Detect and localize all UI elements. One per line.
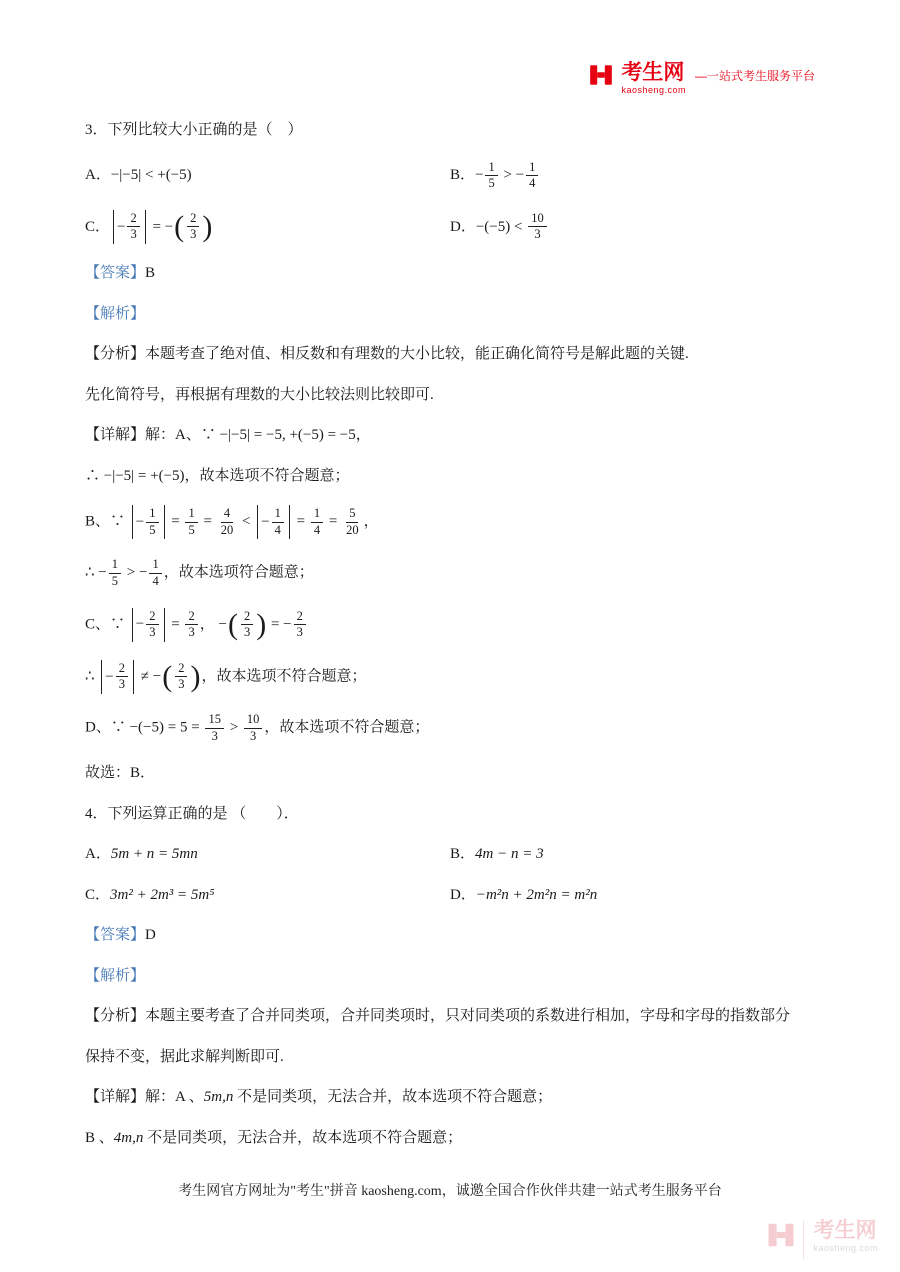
- text-run: A．: [85, 846, 111, 863]
- fraction: [175, 661, 187, 693]
- fraction-denominator: 5: [111, 573, 119, 588]
- q3-title: [85, 110, 815, 151]
- section-label: 【解析】: [85, 967, 146, 984]
- fraction-numerator: 1: [272, 506, 284, 523]
- math-run: = −: [267, 616, 292, 633]
- kaosheng-h-icon: [588, 62, 614, 88]
- fraction: [241, 609, 253, 641]
- fraction-denominator: 3: [250, 728, 257, 743]
- math-run: ∵ −|−5| = −5, +(−5) = −5: [200, 427, 356, 443]
- fraction-denominator: 3: [178, 677, 185, 692]
- brand-domain: kaosheng.com: [621, 85, 686, 95]
- q3-option-b: [450, 160, 815, 192]
- fraction-denominator: 3: [296, 625, 303, 640]
- math-run: −: [214, 616, 227, 633]
- fraction: [343, 506, 362, 538]
- math-run: −: [135, 513, 145, 530]
- text-run: 【分析】本题主要考查了合并同类项，合并同类项时，只对同类项的系数进行相加，字母和字母的指数部分: [85, 1008, 791, 1025]
- fraction-denominator: 20: [346, 522, 359, 537]
- fraction-denominator: 3: [149, 625, 156, 640]
- fraction-denominator: 4: [274, 522, 281, 537]
- q3-option-d: [450, 211, 815, 243]
- page-footer: [0, 1180, 900, 1200]
- fraction-numerator: 2: [241, 609, 253, 626]
- text-run: 不是同类项，无法合并，故本选项不符合题意；: [233, 1089, 553, 1106]
- fraction: [272, 506, 284, 538]
- text-run: 故选：B．: [85, 765, 156, 782]
- text-run: D．: [450, 218, 476, 235]
- fraction-numerator: 1: [185, 506, 197, 523]
- fraction-numerator: 2: [116, 661, 128, 678]
- math-run: ∴ −|−5| = +(−5): [85, 467, 185, 484]
- fraction-numerator: 1: [109, 557, 121, 574]
- absolute-value-group: [113, 210, 146, 244]
- text-run: D、: [85, 719, 111, 736]
- fraction: [218, 506, 237, 538]
- fraction: [127, 211, 139, 243]
- text-run: 【分析】本题考查了绝对值、相反数和有理数的大小比较，能正确化简符号是解此题的关键.: [85, 346, 689, 362]
- fraction: [528, 211, 547, 243]
- text-run: 4．下列运算正确的是 （ ）．: [85, 805, 299, 822]
- q3-analysis-2: [85, 375, 815, 416]
- watermark-logo: [766, 1220, 878, 1260]
- math-run: =: [292, 513, 309, 530]
- fraction: [185, 506, 197, 538]
- fraction: [116, 661, 128, 693]
- q3-answer: [85, 253, 815, 294]
- brand-text-block: [621, 62, 686, 95]
- fraction-numerator: 2: [146, 609, 158, 626]
- math-variable-run: 3m² + 2m³ = 5m⁵: [110, 886, 215, 903]
- section-label: 【答案】: [85, 927, 146, 944]
- fraction-denominator: 4: [313, 522, 321, 537]
- math-run: −|−5| < +(−5): [110, 167, 192, 184]
- watermark-brand: 考生网: [813, 1219, 877, 1242]
- section-label: 【答案】: [85, 265, 146, 281]
- math-run: >: [225, 719, 242, 736]
- text-run: ，: [199, 616, 215, 633]
- q3-conclusion: [85, 753, 815, 794]
- brand-tagline: [695, 67, 815, 84]
- fraction-denominator: 4: [529, 176, 536, 191]
- fraction: [244, 712, 263, 744]
- math-run: −: [105, 668, 114, 685]
- fraction-numerator: 5: [346, 506, 358, 523]
- fraction-denominator: 3: [118, 677, 126, 692]
- text-run: D．: [450, 886, 476, 903]
- fraction: [109, 557, 121, 589]
- fraction: [187, 211, 199, 243]
- q3-detail-b1: [85, 496, 815, 548]
- text-run: 【详解】解：A、: [85, 427, 201, 443]
- fraction-numerator: 1: [485, 160, 497, 177]
- text-run: ，故本选项符合题意；: [163, 564, 314, 581]
- q4-detail-b: [85, 1118, 815, 1159]
- paren-group: [173, 211, 213, 243]
- fraction: [485, 160, 497, 192]
- close-paren: ): [256, 607, 267, 641]
- math-run: ∴ −: [85, 564, 107, 581]
- q4-option-d: [450, 884, 815, 907]
- q3-detail-c2: [85, 651, 815, 703]
- text-run: A．: [85, 167, 111, 184]
- text-run: ，: [363, 513, 379, 530]
- text-run: 不是同类项，无法合并，故本选项不符合题意；: [143, 1129, 463, 1146]
- text-run: ，故本选项不符合题意；: [264, 719, 430, 736]
- math-variable-run: 5m,n: [203, 1089, 234, 1106]
- text-run: 【详解】解：A 、: [85, 1089, 204, 1106]
- fraction-denominator: 20: [220, 522, 234, 537]
- text-run: 3．下列比较大小正确的是（ ）: [85, 122, 303, 138]
- brand-name: 考生网: [621, 61, 685, 84]
- q4-options-row-2: [85, 875, 815, 916]
- watermark-domain: kaosheng.com: [813, 1243, 878, 1253]
- math-run: ≠ −: [137, 668, 162, 685]
- text-run: B．: [450, 846, 476, 863]
- text-run: C．: [85, 886, 111, 903]
- watermark-divider: [803, 1220, 804, 1260]
- absolute-value-group: [101, 660, 134, 694]
- q4-options-row-1: [85, 834, 815, 875]
- fraction: [294, 609, 306, 641]
- paren-group: [227, 609, 267, 641]
- fraction-numerator: 1: [146, 506, 158, 523]
- math-run: > −: [499, 167, 525, 184]
- fraction-denominator: 4: [152, 573, 159, 588]
- fraction-denominator: 3: [130, 227, 137, 242]
- fraction-denominator: 3: [243, 625, 251, 640]
- math-variable-run: 4m − n = 3: [475, 846, 544, 863]
- fraction-denominator: 3: [534, 227, 541, 242]
- q4-title: [85, 794, 815, 835]
- math-run: −: [135, 616, 145, 633]
- absolute-value-group: [257, 505, 290, 539]
- paren-group: [161, 661, 201, 693]
- math-run: <: [238, 513, 255, 530]
- section-label: 【解析】: [85, 305, 146, 322]
- text-run: ，: [355, 427, 371, 443]
- watermark-h-icon: [766, 1220, 796, 1250]
- text-run: C、: [85, 616, 111, 633]
- fraction-numerator: 2: [294, 609, 306, 626]
- math-run: ∵: [110, 616, 129, 633]
- site-header: [0, 0, 900, 110]
- fraction-numerator: 1: [311, 506, 323, 523]
- watermark-text-block: [813, 1220, 878, 1253]
- open-paren: (: [162, 659, 173, 693]
- math-run: −: [475, 167, 484, 184]
- fraction: [146, 506, 158, 538]
- close-paren: ): [190, 659, 201, 693]
- fraction-denominator: 5: [488, 176, 495, 191]
- fraction-numerator: 10: [244, 712, 263, 729]
- kaosheng-logo: [588, 62, 815, 110]
- tagline-dash: —: [694, 69, 707, 83]
- close-paren: ): [202, 209, 213, 243]
- open-paren: (: [227, 607, 238, 641]
- fraction-numerator: 2: [185, 609, 197, 626]
- fraction-denominator: 3: [188, 625, 195, 640]
- math-run: > −: [123, 564, 148, 581]
- text-run: B．: [450, 167, 476, 184]
- math-run: =: [199, 513, 216, 530]
- fraction-numerator: 1: [526, 160, 538, 177]
- text-run: B 、: [85, 1129, 114, 1146]
- open-paren: (: [174, 209, 185, 243]
- text-run: C．: [85, 218, 111, 235]
- math-run: = −: [148, 218, 174, 235]
- q3-detail-a2: [85, 456, 815, 497]
- math-run: =: [167, 513, 184, 530]
- text-run: 先化简符号，再根据有理数的大小比较法则比较即可.: [85, 386, 434, 403]
- text-run: 保持不变，据此求解判断即可.: [85, 1048, 284, 1065]
- math-run: −(−5) <: [475, 218, 527, 235]
- absolute-value-group: [132, 608, 165, 642]
- fraction-numerator: 4: [221, 506, 233, 523]
- fraction-numerator: 1: [149, 557, 161, 574]
- text-run: ，故本选项不符合题意；: [201, 668, 367, 685]
- fraction-denominator: 5: [149, 522, 156, 537]
- math-run: ∵: [110, 513, 129, 530]
- math-run: −: [261, 513, 270, 530]
- fraction-denominator: 3: [211, 728, 218, 743]
- q4-detail-a: [85, 1077, 815, 1118]
- math-variable-run: 4m,n: [113, 1129, 144, 1146]
- text-run: ，故本选项不符合题意；: [184, 467, 350, 484]
- fraction-numerator: 10: [528, 211, 547, 228]
- math-run: ∴: [85, 668, 99, 685]
- fraction-numerator: 2: [175, 661, 187, 678]
- fraction-denominator: 3: [190, 227, 197, 242]
- math-run: =: [167, 616, 184, 633]
- q3-options-row-1: [85, 151, 815, 201]
- math-variable-run: −m²n + 2m²n = m²n: [475, 886, 598, 903]
- math-variable-run: 5m + n = 5mn: [110, 846, 198, 863]
- q4-answer: [85, 915, 815, 956]
- footer-text: 考生网官方网址为"考生"拼音 kaosheng.com，诚邀全国合作伙伴共建一站式考生服务平台: [178, 1184, 722, 1199]
- q4-option-c: [85, 884, 450, 907]
- math-run: =: [325, 513, 342, 530]
- q3-options-row-2: [85, 201, 815, 253]
- q4-analysis-2: [85, 1037, 815, 1078]
- q3-analysis-label: [85, 294, 815, 335]
- fraction: [311, 506, 323, 538]
- q3-detail-d: [85, 703, 815, 753]
- fraction-numerator: 15: [205, 712, 224, 729]
- fraction: [185, 609, 197, 641]
- q3-detail-b2: [85, 548, 815, 598]
- q4-option-b: [450, 843, 815, 866]
- text-run: B: [145, 265, 156, 281]
- text-run: B、: [85, 513, 111, 530]
- q4-analysis-1: [85, 996, 815, 1037]
- q3-detail-a1: [85, 415, 815, 456]
- tagline-text: 一站式考生服务平台: [706, 69, 815, 83]
- q3-detail-c1: [85, 599, 815, 651]
- fraction-numerator: 2: [127, 211, 139, 228]
- q3-analysis-1: [85, 334, 815, 375]
- q3-option-c: [85, 210, 450, 244]
- text-run: D: [145, 927, 156, 944]
- fraction: [146, 609, 158, 641]
- q4-analysis-label: [85, 956, 815, 997]
- absolute-value-group: [132, 505, 165, 539]
- fraction-denominator: 5: [188, 522, 195, 537]
- fraction: [526, 160, 538, 192]
- q3-option-a: [85, 164, 450, 187]
- q4-option-a: [85, 843, 450, 866]
- fraction: [149, 557, 161, 589]
- fraction-numerator: 2: [187, 211, 199, 228]
- math-run: ∵ −(−5) = 5 =: [110, 719, 204, 736]
- math-run: −: [117, 218, 126, 235]
- fraction: [205, 712, 224, 744]
- document-body: [0, 110, 900, 1158]
